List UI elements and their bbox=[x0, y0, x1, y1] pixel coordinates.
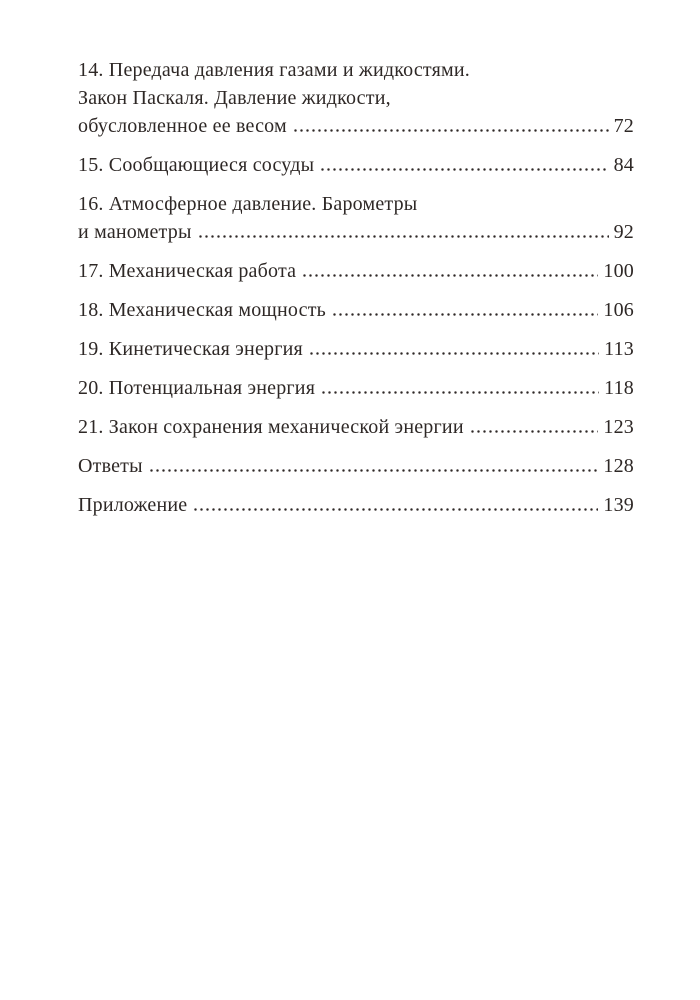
page-number: 92 bbox=[613, 221, 634, 243]
page-number: 72 bbox=[613, 115, 634, 137]
dot-leader bbox=[310, 352, 599, 355]
toc-entry-line bbox=[78, 151, 634, 179]
toc-entry bbox=[78, 190, 634, 246]
toc-entry-title: 19. Кинетическая энергия bbox=[78, 338, 303, 360]
dot-leader bbox=[194, 508, 598, 511]
dot-leader bbox=[303, 274, 598, 277]
toc-entry bbox=[78, 335, 634, 363]
dot-leader bbox=[471, 430, 599, 433]
toc-entry bbox=[78, 151, 634, 179]
toc-entry-line: 16. Атмосферное давление. Барометры bbox=[78, 193, 418, 215]
toc-entry-line bbox=[78, 112, 634, 140]
toc-entry bbox=[78, 413, 634, 441]
toc-entry bbox=[78, 296, 634, 324]
toc-entry-title: 21. Закон сохранения механической энергии bbox=[78, 416, 464, 438]
dot-leader bbox=[333, 313, 598, 316]
table-of-contents bbox=[78, 56, 634, 519]
toc-entry bbox=[78, 491, 634, 519]
toc-entry-title: Приложение bbox=[78, 494, 188, 516]
toc-entry-title: и манометры bbox=[78, 221, 192, 243]
toc-entry-title: обусловленное ее весом bbox=[78, 115, 287, 137]
page-number: 84 bbox=[613, 154, 634, 176]
toc-entry-line bbox=[78, 218, 634, 246]
toc-entry bbox=[78, 257, 634, 285]
dot-leader bbox=[321, 168, 608, 171]
page-number: 113 bbox=[604, 338, 634, 360]
toc-entry-line bbox=[78, 257, 634, 285]
page-number: 100 bbox=[603, 260, 634, 282]
dot-leader bbox=[199, 235, 609, 238]
page-number: 118 bbox=[604, 377, 634, 399]
toc-entry-line bbox=[78, 413, 634, 441]
page-number: 128 bbox=[603, 455, 634, 477]
page-number: 139 bbox=[603, 494, 634, 516]
toc-entry-title: 17. Механическая работа bbox=[78, 260, 297, 282]
toc-entry-title: 20. Потенциальная энергия bbox=[78, 377, 316, 399]
toc-entry-line: 14. Передача давления газами и жидкостями. bbox=[78, 59, 470, 81]
toc-entry-line bbox=[78, 374, 634, 402]
toc-entry-line bbox=[78, 452, 634, 480]
toc-entry-title: 15. Сообщающиеся сосуды bbox=[78, 154, 315, 176]
toc-entry bbox=[78, 56, 634, 140]
toc-entry-title: 18. Механическая мощность bbox=[78, 299, 326, 321]
toc-entry-line bbox=[78, 296, 634, 324]
toc-entry-line bbox=[78, 491, 634, 519]
dot-leader bbox=[294, 129, 609, 132]
dot-leader bbox=[322, 391, 599, 394]
toc-entry-line: Закон Паскаля. Давление жидкости, bbox=[78, 87, 391, 109]
dot-leader bbox=[150, 469, 599, 472]
page-number: 106 bbox=[603, 299, 634, 321]
toc-entry bbox=[78, 374, 634, 402]
toc-entry bbox=[78, 452, 634, 480]
toc-entry-line bbox=[78, 335, 634, 363]
toc-entry-title: Ответы bbox=[78, 455, 143, 477]
page-number: 123 bbox=[603, 416, 634, 438]
